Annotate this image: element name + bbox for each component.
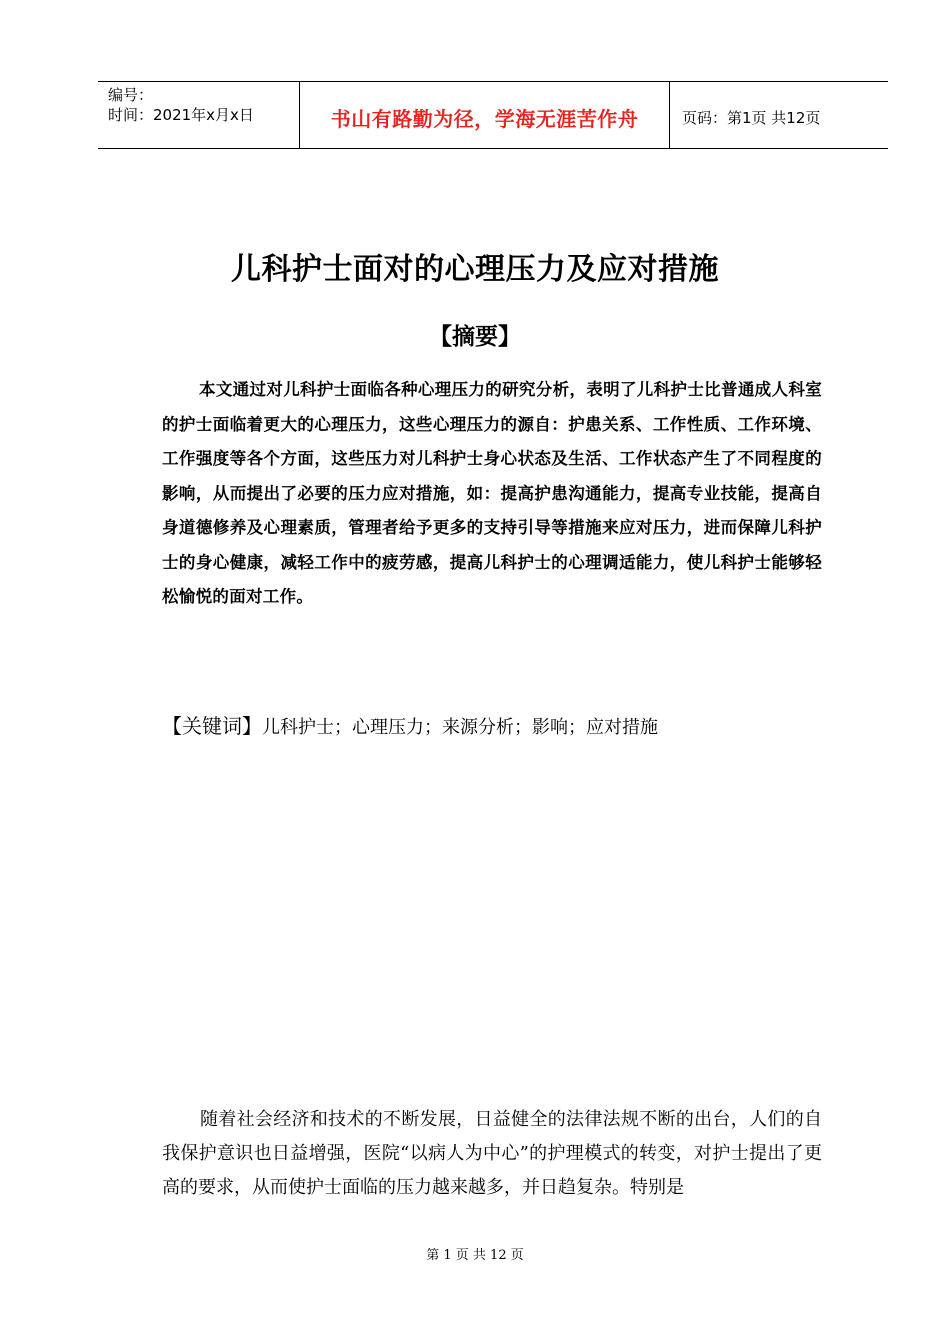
time-label: 时间：2021年x月x日: [108, 106, 254, 124]
header-page-info: 页码：第1页 共12页: [682, 108, 821, 127]
keywords-line: [162, 712, 862, 742]
abstract-paragraph: 本文通过对儿科护士面临各种心理压力的研究分析，表明了儿科护士比普通成人科室的护士面临着更大的心理压力，这些心理压力的源自：护患关系、工作性质、工作环境、工作强度等各个方面，这些压力对儿科护士身心状态及生活、工作状态产生了不同程度的影响，从而提出了必要的压力应对措施，如：提高护患沟通能力，提高专业技能，提高自身道德修养及心理素质，管理者给予更多的支持引导等措施来应对压力，进而保障儿科护士的身心健康，减轻工作中的疲劳感，提高儿科护士的心理调适能力，使儿科护士能够轻松愉悦的面对工作。: [162, 380, 822, 606]
header-meta: [98, 82, 300, 148]
body-paragraph: 随着社会经济和技术的不断发展，日益健全的法律法规不断的出台，人们的自我保护意识也日益增强，医院“以病人为中心”的护理模式的转变，对护士提出了更高的要求，从而使护士面临的压力越来越多，并日趋复杂。特别是: [162, 1109, 822, 1198]
page-header: [98, 81, 888, 149]
number-label: 编号：: [108, 86, 154, 104]
abstract-heading: 【摘要】: [429, 324, 521, 350]
page-footer: 第 1 页 共 12 页: [426, 1248, 524, 1263]
keywords-label: 【关键词】: [162, 714, 262, 738]
keywords-text: 儿科护士；心理压力；来源分析；影响；应对措施: [262, 717, 658, 738]
document-title: 儿科护士面对的心理压力及应对措施: [231, 252, 719, 287]
header-motto: 书山有路勤为径，学海无涯苦作舟: [300, 82, 670, 148]
